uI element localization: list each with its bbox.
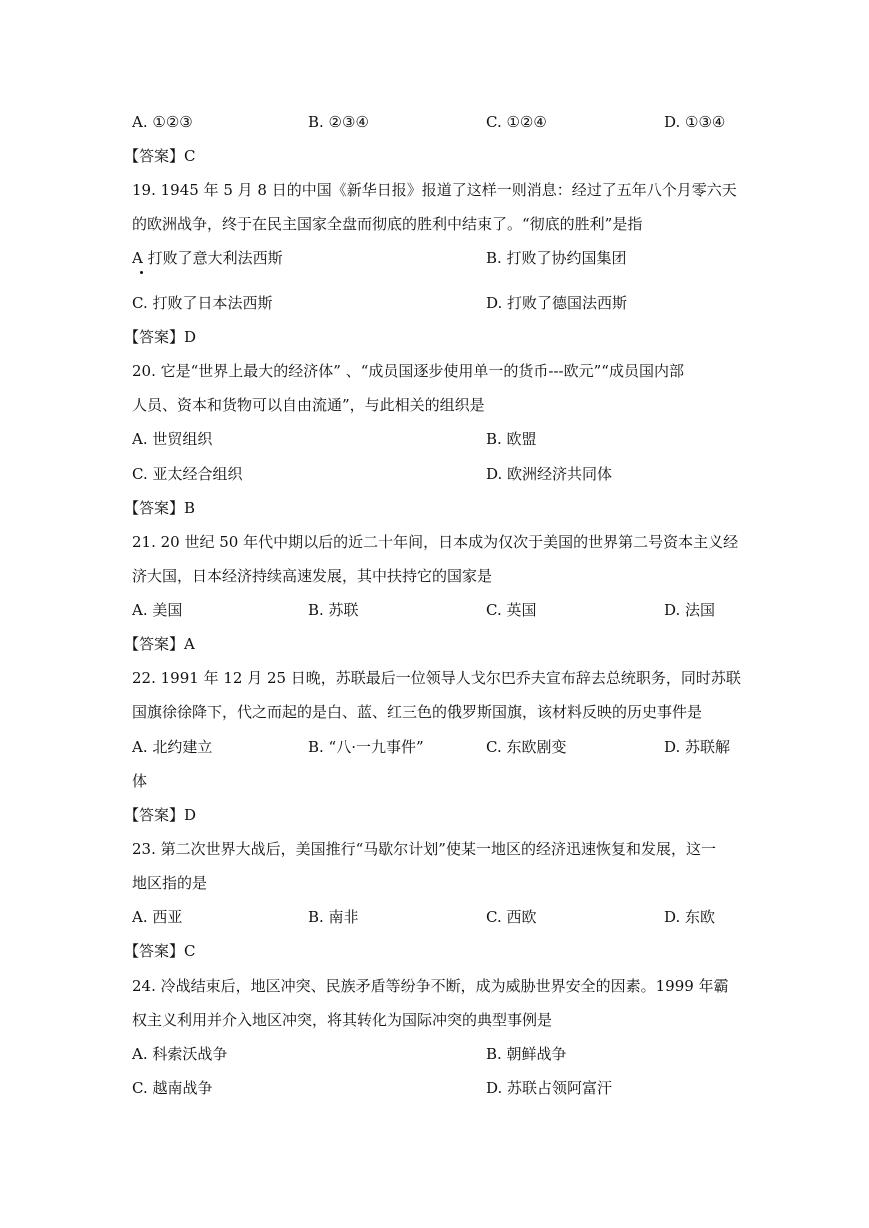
q19-text-line-2: 的欧洲战争，终于在民主国家全盘而彻底的胜利中结束了。“彻底的胜利”是指 bbox=[132, 215, 643, 233]
q24-text-line-2: 权主义利用并介入地区冲突，将其转化为国际冲突的典型事例是 bbox=[132, 1011, 553, 1029]
q23-option-c: C. 西欧 bbox=[486, 908, 537, 926]
q18-option-d: D. ①③④ bbox=[664, 113, 726, 131]
q19-option-d: D. 打败了德国法西斯 bbox=[486, 294, 628, 312]
q22-option-b: B. “八·一九事件” bbox=[308, 738, 424, 756]
q22-answer: 【答案】D bbox=[124, 806, 197, 824]
q20-option-b: B. 欧盟 bbox=[486, 430, 537, 448]
q20-option-c: C. 亚太经合组织 bbox=[132, 465, 243, 483]
q20-option-a: A. 世贸组织 bbox=[132, 430, 213, 448]
q23-option-b: B. 南非 bbox=[308, 908, 359, 926]
q21-option-a: A. 美国 bbox=[132, 601, 183, 619]
q18-option-a: A. ①②③ bbox=[132, 113, 193, 131]
q19-option-c: C. 打败了日本法西斯 bbox=[132, 294, 273, 312]
q21-option-d: D. 法国 bbox=[664, 601, 716, 619]
q23-text-line-1: 23. 第二次世界大战后，美国推行“马歇尔计划”使某一地区的经济迅速恢复和发展，这一 bbox=[132, 840, 716, 858]
q21-text-line-1: 21. 20 世纪 50 年代中期以后的近二十年间，日本成为仅次于美国的世界第二号资本主义经 bbox=[132, 533, 739, 551]
q23-option-d: D. 东欧 bbox=[664, 908, 716, 926]
q18-option-c: C. ①②④ bbox=[486, 113, 547, 131]
q18-answer: 【答案】C bbox=[124, 147, 196, 165]
q20-answer: 【答案】B bbox=[124, 499, 196, 517]
q19-option-b: B. 打败了协约国集团 bbox=[486, 249, 627, 267]
stray-dot-mark bbox=[140, 271, 143, 274]
q24-option-a: A. 科索沃战争 bbox=[132, 1045, 228, 1063]
q20-text-line-2: 人员、资本和货物可以自由流通”，与此相关的组织是 bbox=[132, 396, 485, 414]
q24-text-line-1: 24. 冷战结束后，地区冲突、民族矛盾等纷争不断，成为威胁世界安全的因素。1999 年霸 bbox=[132, 977, 729, 995]
q21-option-c: C. 英国 bbox=[486, 601, 537, 619]
q22-option-a: A. 北约建立 bbox=[132, 738, 213, 756]
q19-text-line-1: 19. 1945 年 5 月 8 日的中国《新华日报》报道了这样一则消息：经过了五年八个月零六天 bbox=[132, 181, 737, 199]
q23-option-a: A. 西亚 bbox=[132, 908, 183, 926]
q19-option-a: A 打败了意大利法西斯 bbox=[132, 249, 283, 267]
q24-option-c: C. 越南战争 bbox=[132, 1079, 213, 1097]
q24-option-b: B. 朝鲜战争 bbox=[486, 1045, 567, 1063]
q18-option-b: B. ②③④ bbox=[308, 113, 369, 131]
q21-option-b: B. 苏联 bbox=[308, 601, 359, 619]
q22-option-d-wrap: 体 bbox=[132, 772, 148, 790]
q22-option-c: C. 东欧剧变 bbox=[486, 738, 567, 756]
q23-answer: 【答案】C bbox=[124, 942, 196, 960]
q22-text-line-1: 22. 1991 年 12 月 25 日晚，苏联最后一位领导人戈尔巴乔夫宣布辞去总统职务，同时苏联 bbox=[132, 669, 741, 687]
q22-text-line-2: 国旗徐徐降下，代之而起的是白、蓝、红三色的俄罗斯国旗，该材料反映的历史事件是 bbox=[132, 703, 703, 721]
q19-answer: 【答案】D bbox=[124, 328, 197, 346]
q21-text-line-2: 济大国，日本经济持续高速发展，其中扶持它的国家是 bbox=[132, 567, 493, 585]
q20-option-d: D. 欧洲经济共同体 bbox=[486, 465, 613, 483]
q23-text-line-2: 地区指的是 bbox=[132, 874, 208, 892]
q21-answer: 【答案】A bbox=[124, 635, 195, 653]
q24-option-d: D. 苏联占领阿富汗 bbox=[486, 1079, 613, 1097]
q22-option-d: D. 苏联解 bbox=[664, 738, 731, 756]
q20-text-line-1: 20. 它是“世界上最大的经济体” 、“成员国逐步使用单一的货币---欧元”“成员国内部 bbox=[132, 362, 684, 380]
